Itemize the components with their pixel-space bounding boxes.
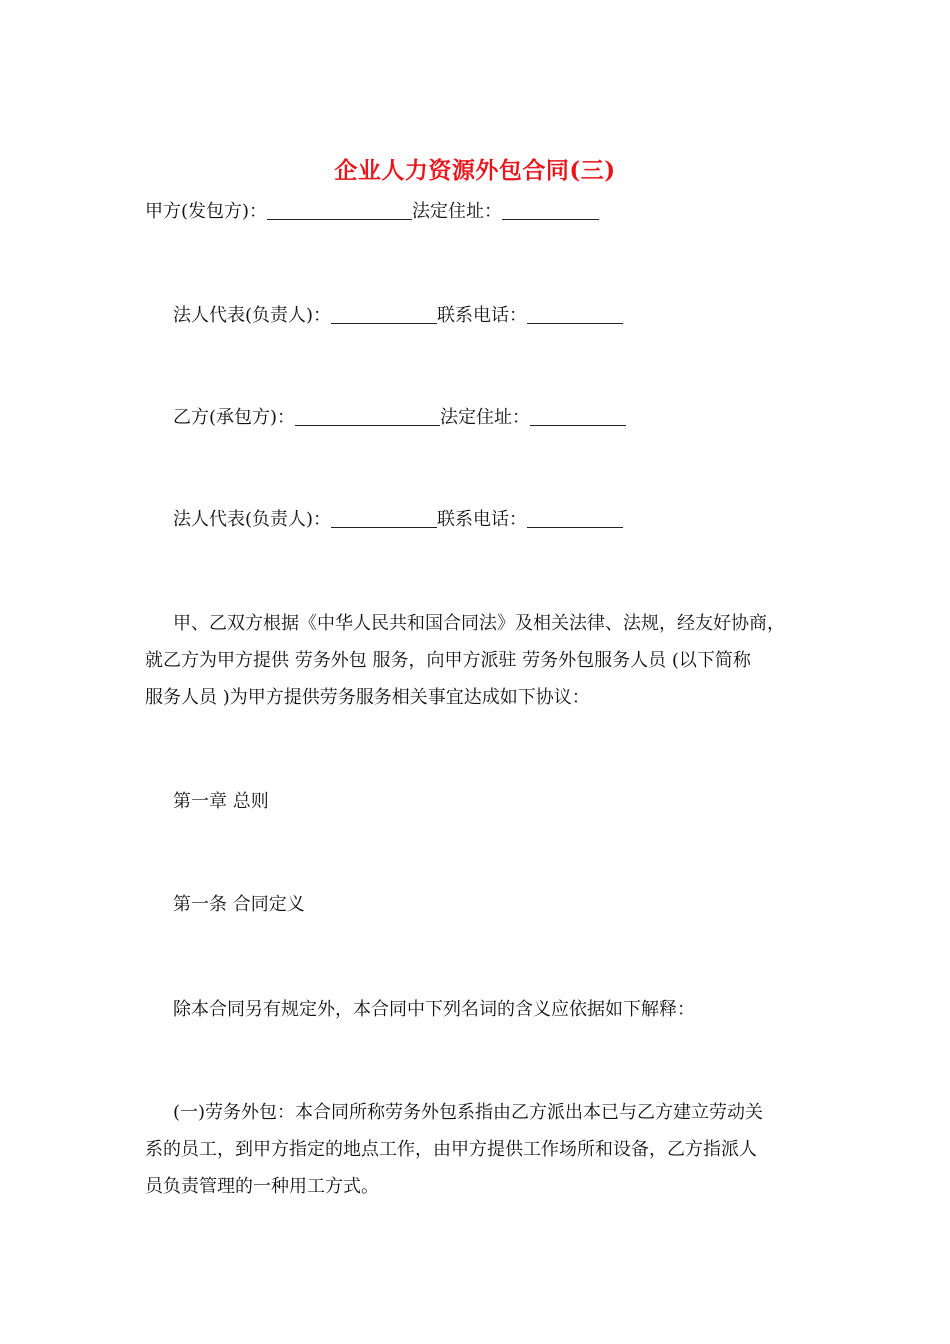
party-b-address-label: 法定住址： bbox=[440, 407, 531, 428]
preamble-paragraph bbox=[145, 605, 785, 716]
party-a-rep-line bbox=[173, 297, 623, 334]
party-a-line bbox=[145, 193, 599, 230]
definition-1-row-2: 系的员工，到甲方指定的地点工作，由甲方提供工作场所和设备，乙方指派人 bbox=[145, 1139, 757, 1160]
preamble-row-3: 服务人员 )为甲方提供劳务服务相关事宜达成如下协议： bbox=[145, 687, 590, 708]
definition-1-paragraph bbox=[145, 1094, 763, 1205]
preamble-row-2: 就乙方为甲方提供 劳务外包 服务，向甲方派驻 劳务外包服务人员 (以下简称 bbox=[145, 650, 751, 671]
party-b-label: 乙方(承包方)： bbox=[173, 407, 296, 428]
party-a-name-blank bbox=[267, 201, 412, 220]
party-b-line bbox=[173, 399, 626, 436]
party-b-address-blank bbox=[530, 407, 626, 426]
party-a-phone-blank bbox=[527, 305, 623, 324]
preamble-row-1: 甲、乙双方根据《中华人民共和国合同法》及相关法律、法规，经友好协商， bbox=[173, 613, 785, 634]
party-b-name-blank bbox=[295, 407, 440, 426]
party-a-address-label: 法定住址： bbox=[412, 201, 503, 222]
definition-1-row-1: (一)劳务外包：本合同所称劳务外包系指由乙方派出本已与乙方建立劳动关 bbox=[173, 1102, 764, 1123]
document-title: 企业人力资源外包合同(三) bbox=[334, 157, 616, 184]
party-b-phone-blank bbox=[527, 509, 623, 528]
party-a-phone-label: 联系电话： bbox=[437, 305, 528, 326]
party-a-rep-label: 法人代表(负责人)： bbox=[173, 305, 332, 326]
party-a-label: 甲方(发包方)： bbox=[145, 201, 268, 222]
definition-1-row-3: 员负责管理的一种用工方式。 bbox=[145, 1176, 379, 1197]
article-1-heading: 第一条 合同定义 bbox=[173, 894, 305, 915]
party-b-rep-line bbox=[173, 501, 623, 538]
party-a-rep-blank bbox=[331, 305, 437, 324]
party-b-phone-label: 联系电话： bbox=[437, 509, 528, 530]
party-b-rep-label: 法人代表(负责人)： bbox=[173, 509, 332, 530]
party-b-rep-blank bbox=[331, 509, 437, 528]
chapter-1-heading: 第一章 总则 bbox=[173, 791, 269, 812]
definition-intro: 除本合同另有规定外，本合同中下列名词的含义应依据如下解释： bbox=[173, 999, 695, 1020]
party-a-address-blank bbox=[502, 201, 599, 220]
